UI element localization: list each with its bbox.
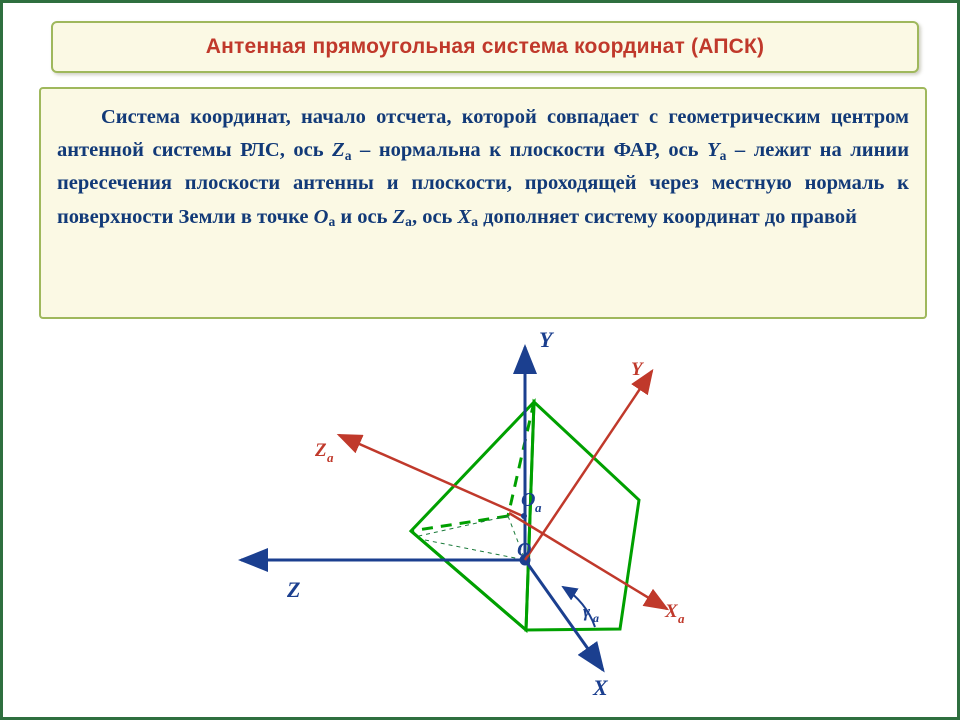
origin-point-Oa [521,513,527,519]
slide-title-box [51,21,919,73]
point-label-O: O [517,539,532,561]
axis-label-Y: Y [539,327,553,352]
axis-label-X: X [593,675,608,700]
svg-text:X: X [665,601,678,622]
svg-text:a: a [535,500,542,515]
definition-text-box [39,87,927,319]
axis-label-Ya [631,359,650,384]
axis-label-Z: Z [287,577,301,602]
svg-text:a: a [593,611,599,625]
svg-text:a: a [327,450,334,465]
axis-Xa-line [509,513,667,609]
axis-X-line [525,560,603,670]
svg-text:Z: Z [315,440,327,461]
axis-label-Za [314,440,334,465]
axis-label-Xa [664,601,685,626]
antenna-axes-red [339,371,667,609]
coordinate-system-figure [3,325,960,719]
axis-Za-line [339,435,525,517]
page-title: Антенная прямоугольная система координат (АПСК) [205,35,765,58]
angle-label-gamma-a [583,602,599,625]
normal-axes-blue [241,347,603,670]
svg-text:a: a [643,369,650,384]
svg-text:Y: Y [631,359,643,380]
svg-text:O: O [521,489,536,511]
svg-text:γ: γ [583,602,591,621]
svg-text:a: a [678,611,685,626]
definition-paragraph: Система координат, начало отсчета, которой совпадает с геометрическим центром антенной системы РЛС, ось $Z_a$ – нормальна к плоскости ФАР, ось $Y_a$ – лежит на линии пересечения плоскости антенны и плоскости, проходящей через местную нормаль к поверхности Земли в точке $O_a$ и ось $Z_a$, ось $X_a$ дополняет систему координат до правой [57,106,910,230]
